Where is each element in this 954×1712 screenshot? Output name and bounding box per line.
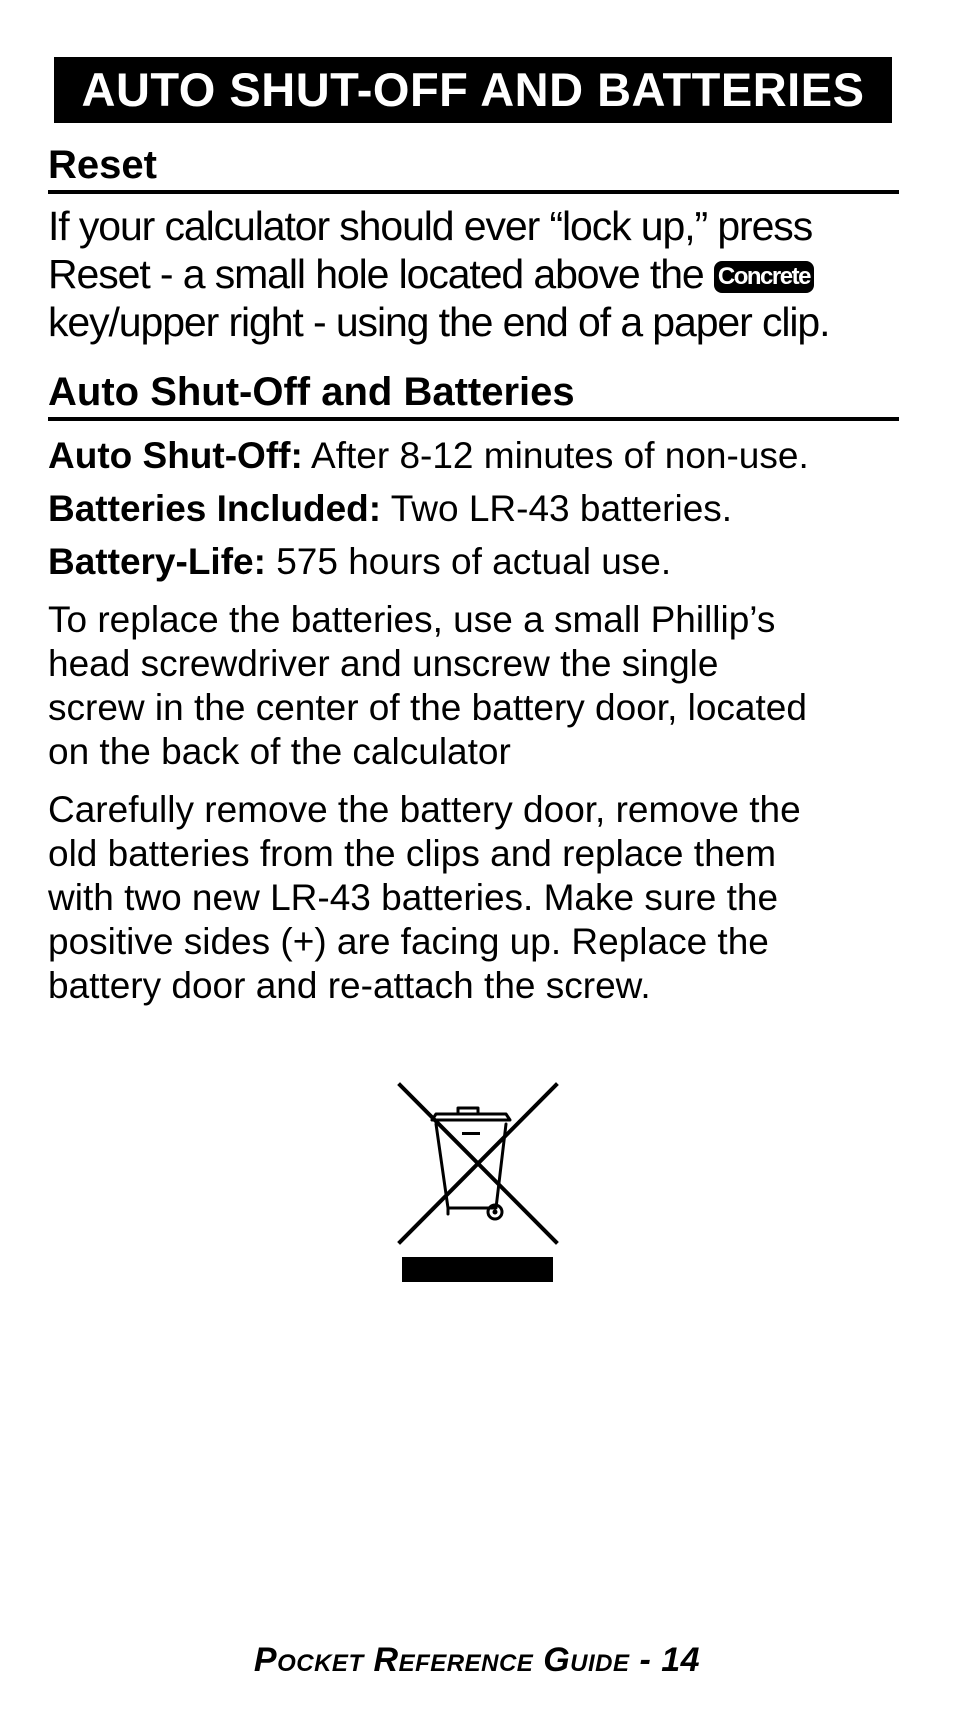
battery-instructions-paragraph: [48, 788, 918, 1008]
spec-label: Batteries Included:: [48, 488, 382, 529]
reset-text-line-3: key/upper right - using the end of a paper clip.: [48, 299, 830, 345]
paragraph-line: with two new LR-43 batteries. Make sure the: [48, 877, 779, 918]
reset-text-line-2: [48, 250, 928, 298]
paragraph-line: battery door and re-attach the screw.: [48, 965, 651, 1006]
spec-value: After 8-12 minutes of non-use.: [302, 435, 809, 476]
reset-text-line-2-text: Reset - a small hole located above the: [48, 251, 714, 297]
spec-auto-shutoff: [48, 434, 928, 478]
paragraph-line: old batteries from the clips and replace them: [48, 833, 777, 874]
reset-heading: Reset: [48, 143, 157, 187]
paragraph-line: Carefully remove the battery door, remove the: [48, 789, 801, 830]
reset-text-line-1: If your calculator should ever “lock up,” press: [48, 203, 813, 249]
battery-replacement-paragraph: [48, 598, 918, 774]
auto-shutoff-heading: Auto Shut-Off and Batteries: [48, 370, 575, 414]
paragraph-line: positive sides (+) are facing up. Replace the: [48, 921, 769, 962]
spec-value: Two LR-43 batteries.: [381, 488, 733, 529]
spec-batteries-included: [48, 487, 928, 531]
paragraph-line: screw in the center of the battery door, located: [48, 687, 807, 728]
auto-shutoff-heading-rule: [48, 417, 899, 421]
paragraph-line: To replace the batteries, use a small Phillip’s: [48, 599, 776, 640]
crossed-out-wheeled-bin-icon: [392, 1080, 564, 1292]
concrete-key-icon: Concrete: [714, 261, 814, 293]
spec-value: 575 hours of actual use.: [265, 541, 672, 582]
page-title: AUTO SHUT-OFF AND BATTERIES: [54, 57, 892, 123]
paragraph-line: head screwdriver and unscrew the single: [48, 643, 719, 684]
spec-battery-life: [48, 540, 928, 584]
spec-label: Auto Shut-Off:: [48, 435, 303, 476]
reset-heading-rule: [48, 190, 899, 194]
paragraph-line: on the back of the calculator: [48, 731, 511, 772]
page-footer: Pocket Reference Guide - 14: [253, 1641, 701, 1679]
spec-label: Battery-Life:: [48, 541, 266, 582]
